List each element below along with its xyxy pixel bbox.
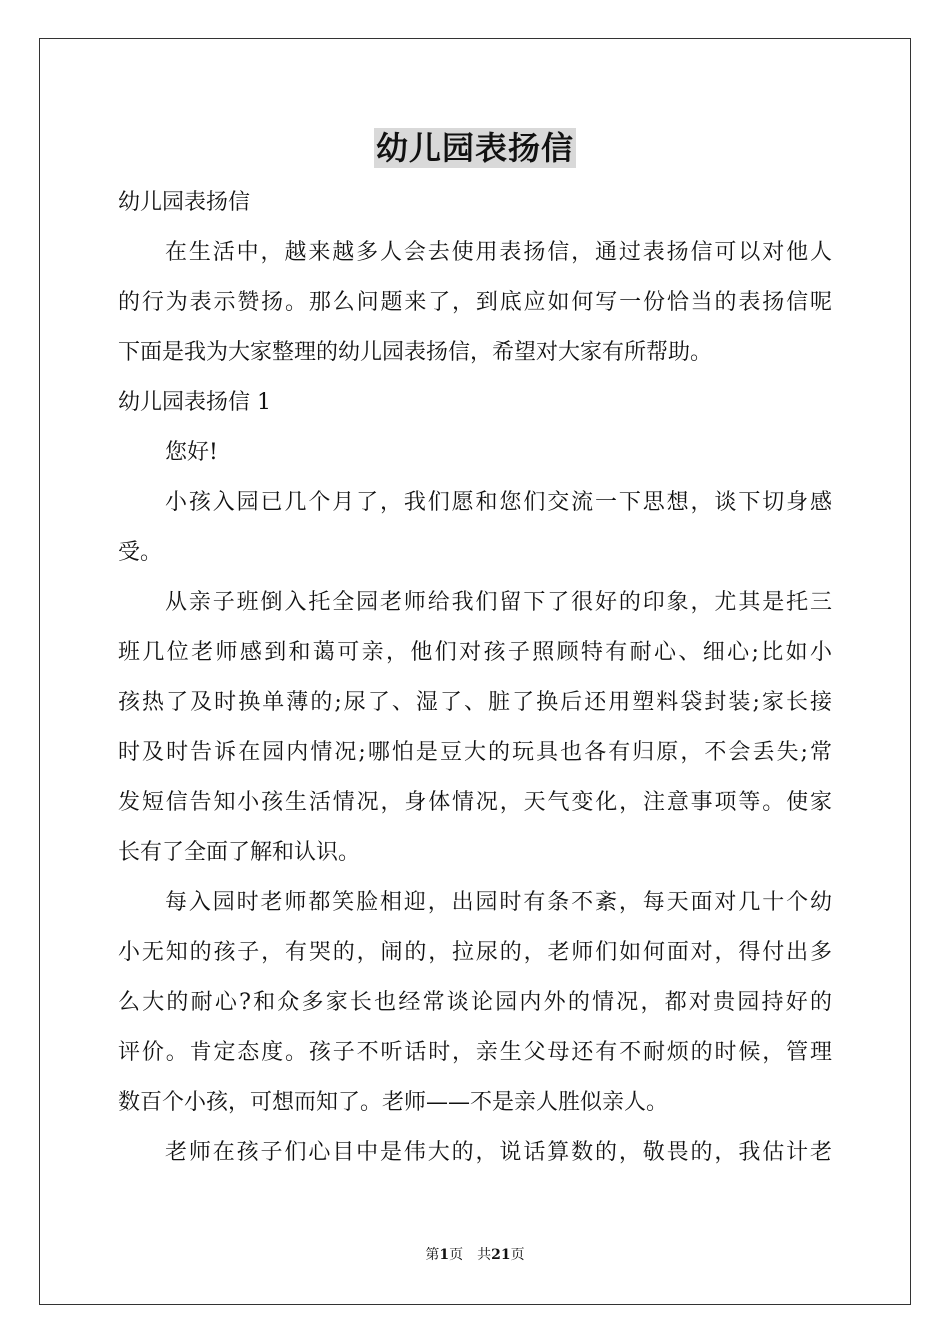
page-suffix: 页	[449, 1247, 464, 1263]
text-line: 评价。肯定态度。孩子不听话时，亲生父母还有不耐烦的时候，管理	[118, 1040, 832, 1065]
text-line: 数百个小孩，可想而知了。老师——不是亲人胜似亲人。	[118, 1090, 669, 1115]
text-line: 长有了全面了解和认识。	[118, 840, 361, 865]
text-line: 么大的耐心?和众多家长也经常谈论园内外的情况，都对贵园持好的	[118, 990, 832, 1015]
text-line: 的行为表示赞扬。那么问题来了，到底应如何写一份恰当的表扬信呢	[118, 290, 832, 315]
title-container	[0, 128, 950, 168]
document-body	[118, 178, 832, 1178]
text-line: 您好!	[165, 440, 218, 465]
text-line: 孩热了及时换单薄的;尿了、湿了、脏了换后还用塑料袋封装;家长接	[118, 690, 832, 715]
document-title: 幼儿园表扬信	[375, 129, 574, 167]
text-line: 小无知的孩子，有哭的，闹的，拉尿的，老师们如何面对，得付出多	[118, 940, 832, 965]
page-footer	[0, 1245, 950, 1265]
text-line: 小孩入园已几个月了，我们愿和您们交流一下思想，谈下切身感	[165, 490, 832, 515]
text-line: 在生活中，越来越多人会去使用表扬信，通过表扬信可以对他人	[165, 240, 832, 265]
text-line: 幼儿园表扬信 1	[118, 390, 271, 415]
total-pages: 21	[491, 1247, 511, 1263]
text-line: 时及时告诉在园内情况;哪怕是豆大的玩具也各有归原，不会丢失;常	[118, 740, 832, 765]
text-line: 受。	[118, 540, 163, 565]
text-line: 班几位老师感到和蔼可亲，他们对孩子照顾特有耐心、细心;比如小	[118, 640, 832, 665]
page-prefix: 第	[425, 1247, 440, 1263]
text-line: 老师在孩子们心目中是伟大的，说话算数的，敬畏的，我估计老	[165, 1140, 832, 1165]
total-suffix: 页	[510, 1247, 525, 1263]
text-line: 幼儿园表扬信	[118, 190, 251, 215]
text-line: 下面是我为大家整理的幼儿园表扬信，希望对大家有所帮助。	[118, 340, 713, 365]
text-line: 每入园时老师都笑脸相迎，出园时有条不紊，每天面对几十个幼	[165, 890, 832, 915]
text-line: 从亲子班倒入托全园老师给我们留下了很好的印象，尤其是托三	[165, 590, 832, 615]
text-line: 发短信告知小孩生活情况，身体情况，天气变化，注意事项等。使家	[118, 790, 832, 815]
total-prefix: 共	[477, 1247, 492, 1263]
page-number: 1	[439, 1247, 450, 1263]
